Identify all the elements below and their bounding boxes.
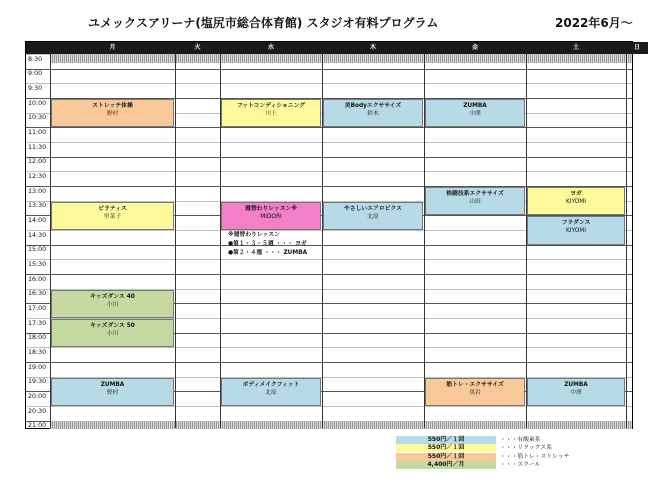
column-line: [626, 54, 627, 428]
time-label: 18:30: [28, 348, 47, 356]
class-name: ストレッチ体操: [92, 103, 133, 109]
class-block[interactable]: [51, 378, 174, 406]
legend-category: ・・・有酸素系: [500, 437, 541, 443]
class-instructor: 川上: [265, 111, 277, 117]
row-line: [26, 142, 632, 143]
day-header-6: 日: [626, 42, 648, 54]
class-instructor: 野村: [106, 111, 119, 117]
legend-price: 550円／１回: [396, 444, 496, 452]
time-label: 15:00: [28, 246, 47, 254]
row-line: [26, 157, 632, 158]
class-instructor: KIYOMI: [565, 228, 586, 235]
time-label: 16:30: [28, 290, 47, 298]
closed-row-hatch: [50, 55, 632, 63]
class-block[interactable]: [425, 99, 525, 127]
class-block[interactable]: [425, 378, 525, 406]
class-instructor: 里菜子: [103, 213, 122, 220]
class-instructor: 黒岩: [469, 389, 481, 396]
time-label: 9:00: [28, 70, 43, 78]
row-line: [26, 362, 632, 363]
class-block[interactable]: [527, 187, 625, 215]
class-name: ヨガ: [570, 191, 582, 197]
class-instructor: 野村: [106, 389, 119, 396]
class-name: ZUMBA: [564, 381, 588, 388]
class-instructor: 小川: [106, 301, 119, 308]
time-label: 19:00: [28, 363, 47, 371]
time-label: 9:30: [28, 84, 43, 92]
class-name: キッズダンス 50: [90, 323, 135, 329]
row-line: [26, 274, 632, 275]
class-block[interactable]: [425, 187, 525, 215]
class-name: 美Bodyエクササイズ: [344, 103, 402, 109]
class-instructor: 小川: [106, 331, 119, 337]
class-block[interactable]: [221, 378, 321, 406]
class-name: ピラティス: [98, 205, 127, 212]
time-label: 17:30: [28, 319, 47, 327]
rotating-lesson-note: [228, 231, 324, 258]
class-name: ZUMBA: [463, 103, 487, 109]
day-header-1: 火: [175, 42, 220, 54]
class-instructor: 山田: [469, 199, 481, 205]
time-label: 16:00: [28, 275, 47, 283]
legend-price: 550円／１回: [396, 436, 496, 444]
header-corner: [26, 42, 50, 54]
time-label: 10:30: [28, 114, 47, 122]
class-block[interactable]: [51, 319, 174, 347]
class-name: ZUMBA: [100, 381, 125, 388]
class-instructor: MIDORI: [260, 213, 282, 220]
time-label: 19:30: [28, 378, 47, 386]
row-line: [26, 347, 632, 348]
class-block[interactable]: [51, 99, 174, 127]
legend-category: ・・・筋トレ・ストレッチ: [500, 453, 570, 460]
note-line: ●第２・４週 ・・・ ZUMBA: [228, 250, 308, 256]
legend-price: 550円／１回: [396, 453, 496, 461]
column-line: [175, 54, 176, 428]
day-header-3: 木: [322, 42, 424, 54]
time-label: 11:00: [28, 128, 47, 136]
schedule-period: 2022年6月～: [555, 16, 633, 30]
row-line: [26, 83, 632, 84]
note-line: ●第１・３・５週 ・・・ ヨガ: [228, 241, 307, 247]
time-label: 21:00: [28, 422, 47, 430]
class-name: フットコンディショニング: [236, 103, 306, 109]
schedule-grid: [25, 41, 640, 430]
class-instructor: 鈴木: [367, 111, 379, 117]
time-label: 12:00: [28, 158, 47, 166]
day-header-5: 土: [526, 42, 626, 54]
time-label: 20:00: [28, 392, 47, 400]
class-instructor: 北原: [265, 389, 277, 396]
time-label: 14:00: [28, 216, 47, 224]
day-header-0: 月: [50, 42, 175, 54]
class-block[interactable]: [323, 99, 423, 127]
row-line: [26, 406, 632, 407]
time-label: 8:30: [28, 55, 43, 63]
time-label: 13:00: [28, 187, 47, 195]
legend-category: ・・・リラックス系: [500, 445, 552, 452]
time-label: 18:00: [28, 334, 47, 342]
time-label: 20:30: [28, 407, 47, 415]
row-line: [26, 245, 632, 246]
class-instructor: 北原: [367, 213, 379, 220]
class-name: 筋トレ・エクササイズ: [446, 381, 504, 388]
time-label: 17:00: [28, 304, 47, 312]
time-label: 11:30: [28, 143, 47, 151]
class-block[interactable]: [221, 99, 321, 127]
class-block[interactable]: [527, 378, 625, 406]
page-title: ユメックスアリーナ(塩尻市総合体育館) スタジオ有料プログラム: [88, 16, 439, 30]
class-name: 週替わりレッスン※: [245, 205, 297, 212]
class-instructor: KIYOMI: [565, 199, 586, 205]
note-line: ※週替わりレッスン: [228, 232, 280, 238]
time-label: 13:30: [28, 202, 47, 210]
day-header-4: 金: [424, 42, 526, 54]
class-name: ボディメイクフィット: [242, 381, 300, 388]
class-block[interactable]: [51, 290, 174, 318]
closed-row-hatch: [50, 421, 632, 429]
row-line: [26, 171, 632, 172]
class-block[interactable]: [221, 202, 321, 230]
class-name: キッズダンス 40: [90, 293, 135, 300]
row-line: [26, 127, 632, 128]
legend-category: ・・・スクール: [500, 462, 541, 469]
class-name: 格闘技系エクササイズ: [446, 191, 504, 197]
class-name: フラダンス: [561, 220, 591, 227]
time-label: 12:30: [28, 172, 47, 180]
legend-price: 4,400円／月: [396, 461, 496, 469]
class-block[interactable]: [323, 202, 423, 230]
row-line: [26, 69, 632, 70]
row-line: [26, 259, 632, 260]
day-header-2: 水: [220, 42, 322, 54]
class-block[interactable]: [51, 202, 174, 230]
time-label: 15:30: [28, 260, 47, 268]
class-block[interactable]: [527, 216, 625, 244]
class-instructor: 中澤: [570, 389, 582, 396]
class-name: やさしいエアロビクス: [344, 205, 402, 212]
time-label: 10:00: [28, 99, 47, 107]
time-label: 14:30: [28, 231, 47, 239]
class-instructor: 中澤: [469, 111, 481, 117]
